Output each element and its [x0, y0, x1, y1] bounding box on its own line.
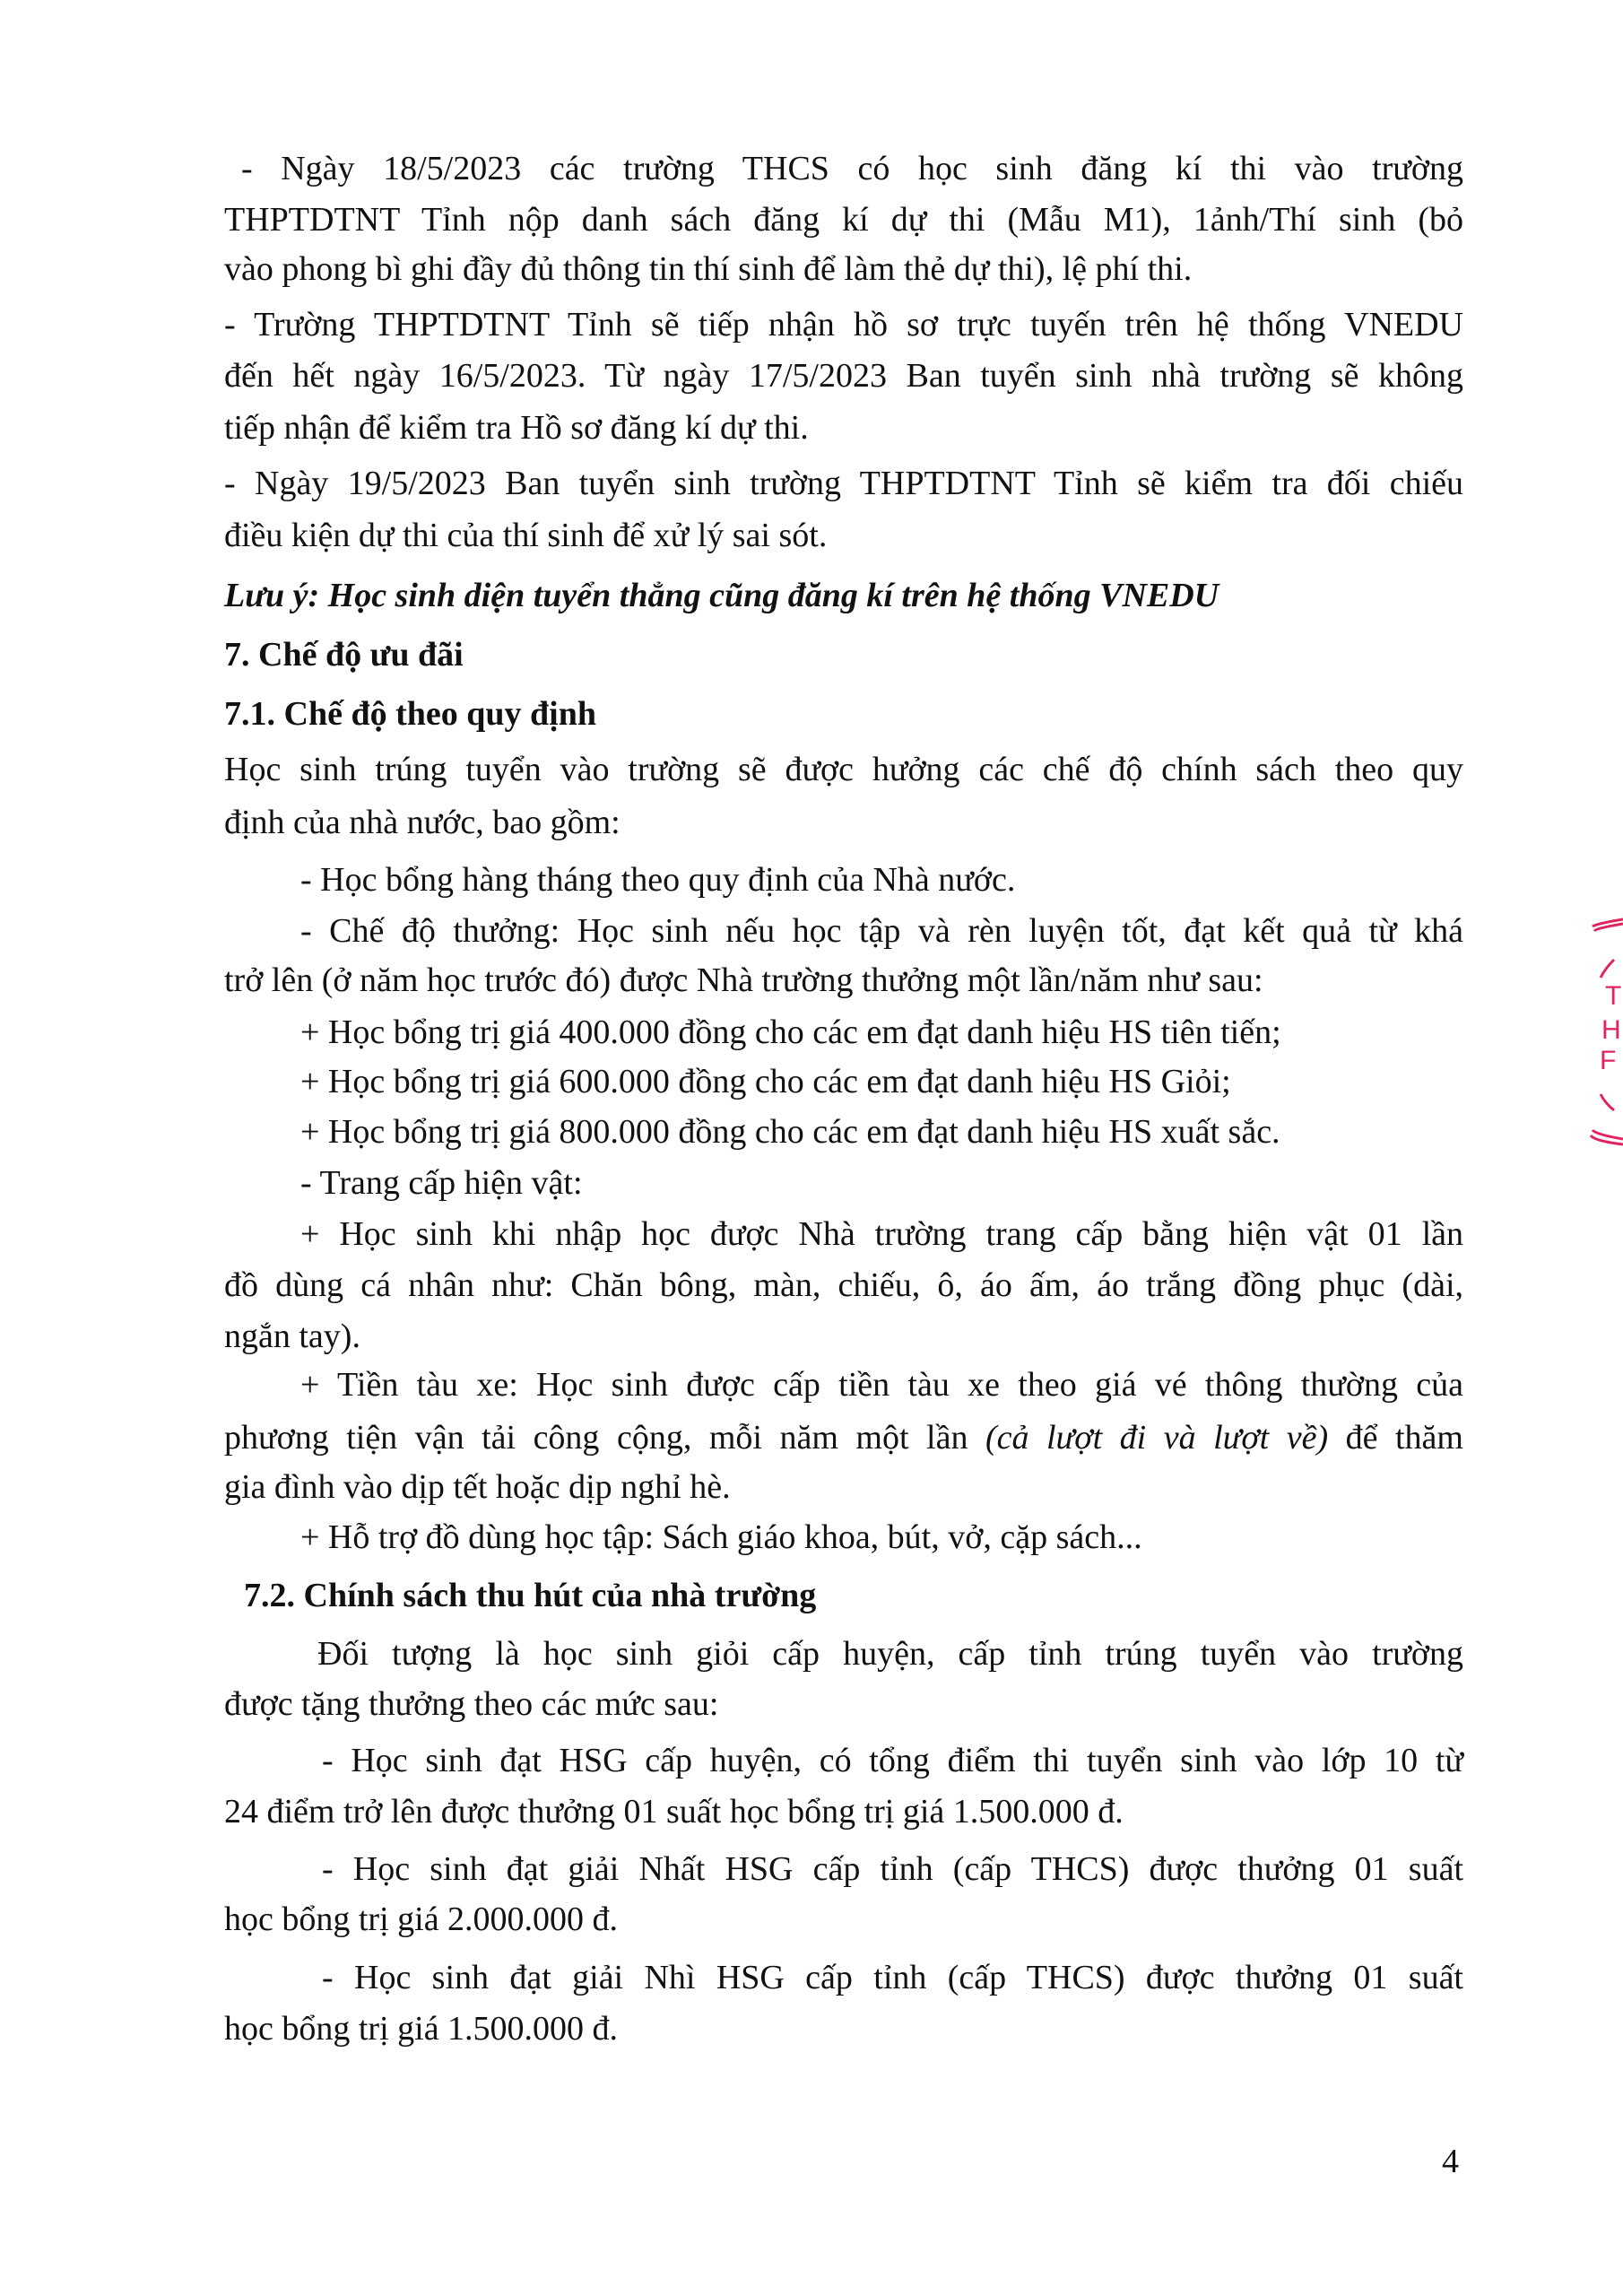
paragraph-line: ngắn tay). — [224, 1318, 360, 1355]
svg-text:F: F — [1600, 1046, 1617, 1075]
list-item: - Học sinh đạt HSG cấp huyện, có tổng điểm thi tuyển sinh vào lớp 10 từ — [322, 1742, 1463, 1779]
paragraph-line: - Ngày 19/5/2023 Ban tuyển sinh trường THPTDTNT Tỉnh sẽ kiểm tra đối chiếu — [224, 465, 1463, 502]
paragraph-line: được tặng thưởng theo các mức sau: — [224, 1685, 719, 1723]
paragraph-line: điều kiện dự thi của thí sinh để xử lý sai sót. — [224, 517, 828, 554]
list-item: + Tiền tàu xe: Học sinh được cấp tiền tàu xe theo giá vé thông thường của — [300, 1366, 1463, 1404]
subsection-heading: 7.2. Chính sách thu hút của nhà trường — [244, 1577, 817, 1614]
page-number: 4 — [1442, 2143, 1459, 2180]
list-item: - Học sinh đạt giải Nhất HSG cấp tỉnh (cấp THCS) được thưởng 01 suất — [322, 1850, 1463, 1888]
paragraph-line: gia đình vào dịp tết hoặc dịp nghỉ hè. — [224, 1468, 731, 1506]
list-item: + Học bổng trị giá 600.000 đồng cho các em đạt danh hiệu HS Giỏi; — [300, 1063, 1231, 1100]
paragraph-line: tiếp nhận để kiểm tra Hồ sơ đăng kí dự thi. — [224, 409, 809, 447]
section-heading: 7. Chế độ ưu đãi — [224, 636, 464, 674]
paragraph-line: Học sinh trúng tuyển vào trường sẽ được hưởng các chế độ chính sách theo quy — [224, 751, 1463, 788]
paragraph-line: - Trường THPTDTNT Tỉnh sẽ tiếp nhận hồ sơ trực tuyến trên hệ thống VNEDU — [224, 306, 1463, 344]
paragraph-line: định của nhà nước, bao gồm: — [224, 804, 621, 841]
text-run: phương tiện vận tải công cộng, mỗi năm một lần — [224, 1419, 985, 1457]
svg-text:H: H — [1601, 1015, 1621, 1045]
paragraph-line: học bổng trị giá 1.500.000 đ. — [224, 2010, 619, 2048]
list-item: - Trang cấp hiện vật: — [300, 1164, 583, 1202]
paragraph-line: trở lên (ở năm học trước đó) được Nhà trường thưởng một lần/năm như sau: — [224, 961, 1263, 999]
paragraph-line: Đối tượng là học sinh giỏi cấp huyện, cấp tỉnh trúng tuyển vào trường — [317, 1635, 1463, 1673]
list-item: + Hỗ trợ đồ dùng học tập: Sách giáo khoa, bút, vở, cặp sách... — [300, 1518, 1142, 1556]
italic-text-run: (cả lượt đi và lượt về) — [985, 1419, 1329, 1457]
list-item: + Học bổng trị giá 400.000 đồng cho các em đạt danh hiệu HS tiên tiến; — [300, 1013, 1281, 1051]
paragraph-line: - Ngày 18/5/2023 các trường THCS có học sinh đăng kí thi vào trường — [241, 150, 1463, 187]
paragraph-line: đến hết ngày 16/5/2023. Từ ngày 17/5/2023 Ban tuyển sinh nhà trường sẽ không — [224, 357, 1463, 395]
list-item: - Học bổng hàng tháng theo quy định của Nhà nước. — [300, 861, 1016, 899]
subsection-heading: 7.1. Chế độ theo quy định — [224, 695, 596, 733]
paragraph-line — [224, 1418, 1463, 1457]
paragraph-line: học bổng trị giá 2.000.000 đ. — [224, 1900, 619, 1938]
svg-text:T: T — [1605, 981, 1622, 1011]
paragraph-line: THPTDTNT Tỉnh nộp danh sách đăng kí dự thi (Mẫu M1), 1ảnh/Thí sinh (bỏ — [224, 201, 1463, 239]
list-item: + Học bổng trị giá 800.000 đồng cho các em đạt danh hiệu HS xuất sắc. — [300, 1113, 1280, 1151]
note-line: Lưu ý: Học sinh diện tuyển thẳng cũng đăng kí trên hệ thống VNEDU — [224, 577, 1219, 614]
list-item: + Học sinh khi nhập học được Nhà trường trang cấp bằng hiện vật 01 lần — [300, 1215, 1463, 1253]
paragraph-line: 24 điểm trở lên được thưởng 01 suất học bổng trị giá 1.500.000 đ. — [224, 1793, 1124, 1831]
paragraph-line: vào phong bì ghi đầy đủ thông tin thí sinh để làm thẻ dự thi), lệ phí thi. — [224, 250, 1193, 288]
list-item: - Học sinh đạt giải Nhì HSG cấp tỉnh (cấp THCS) được thưởng 01 suất — [322, 1959, 1463, 1996]
paragraph-line: đồ dùng cá nhân như: Chăn bông, màn, chiếu, ô, áo ấm, áo trắng đồng phục (dài, — [224, 1266, 1463, 1304]
text-run: để thăm — [1328, 1419, 1463, 1457]
list-item: - Chế độ thưởng: Học sinh nếu học tập và rèn luyện tốt, đạt kết quả từ khá — [300, 912, 1463, 950]
official-stamp — [1560, 888, 1623, 1175]
